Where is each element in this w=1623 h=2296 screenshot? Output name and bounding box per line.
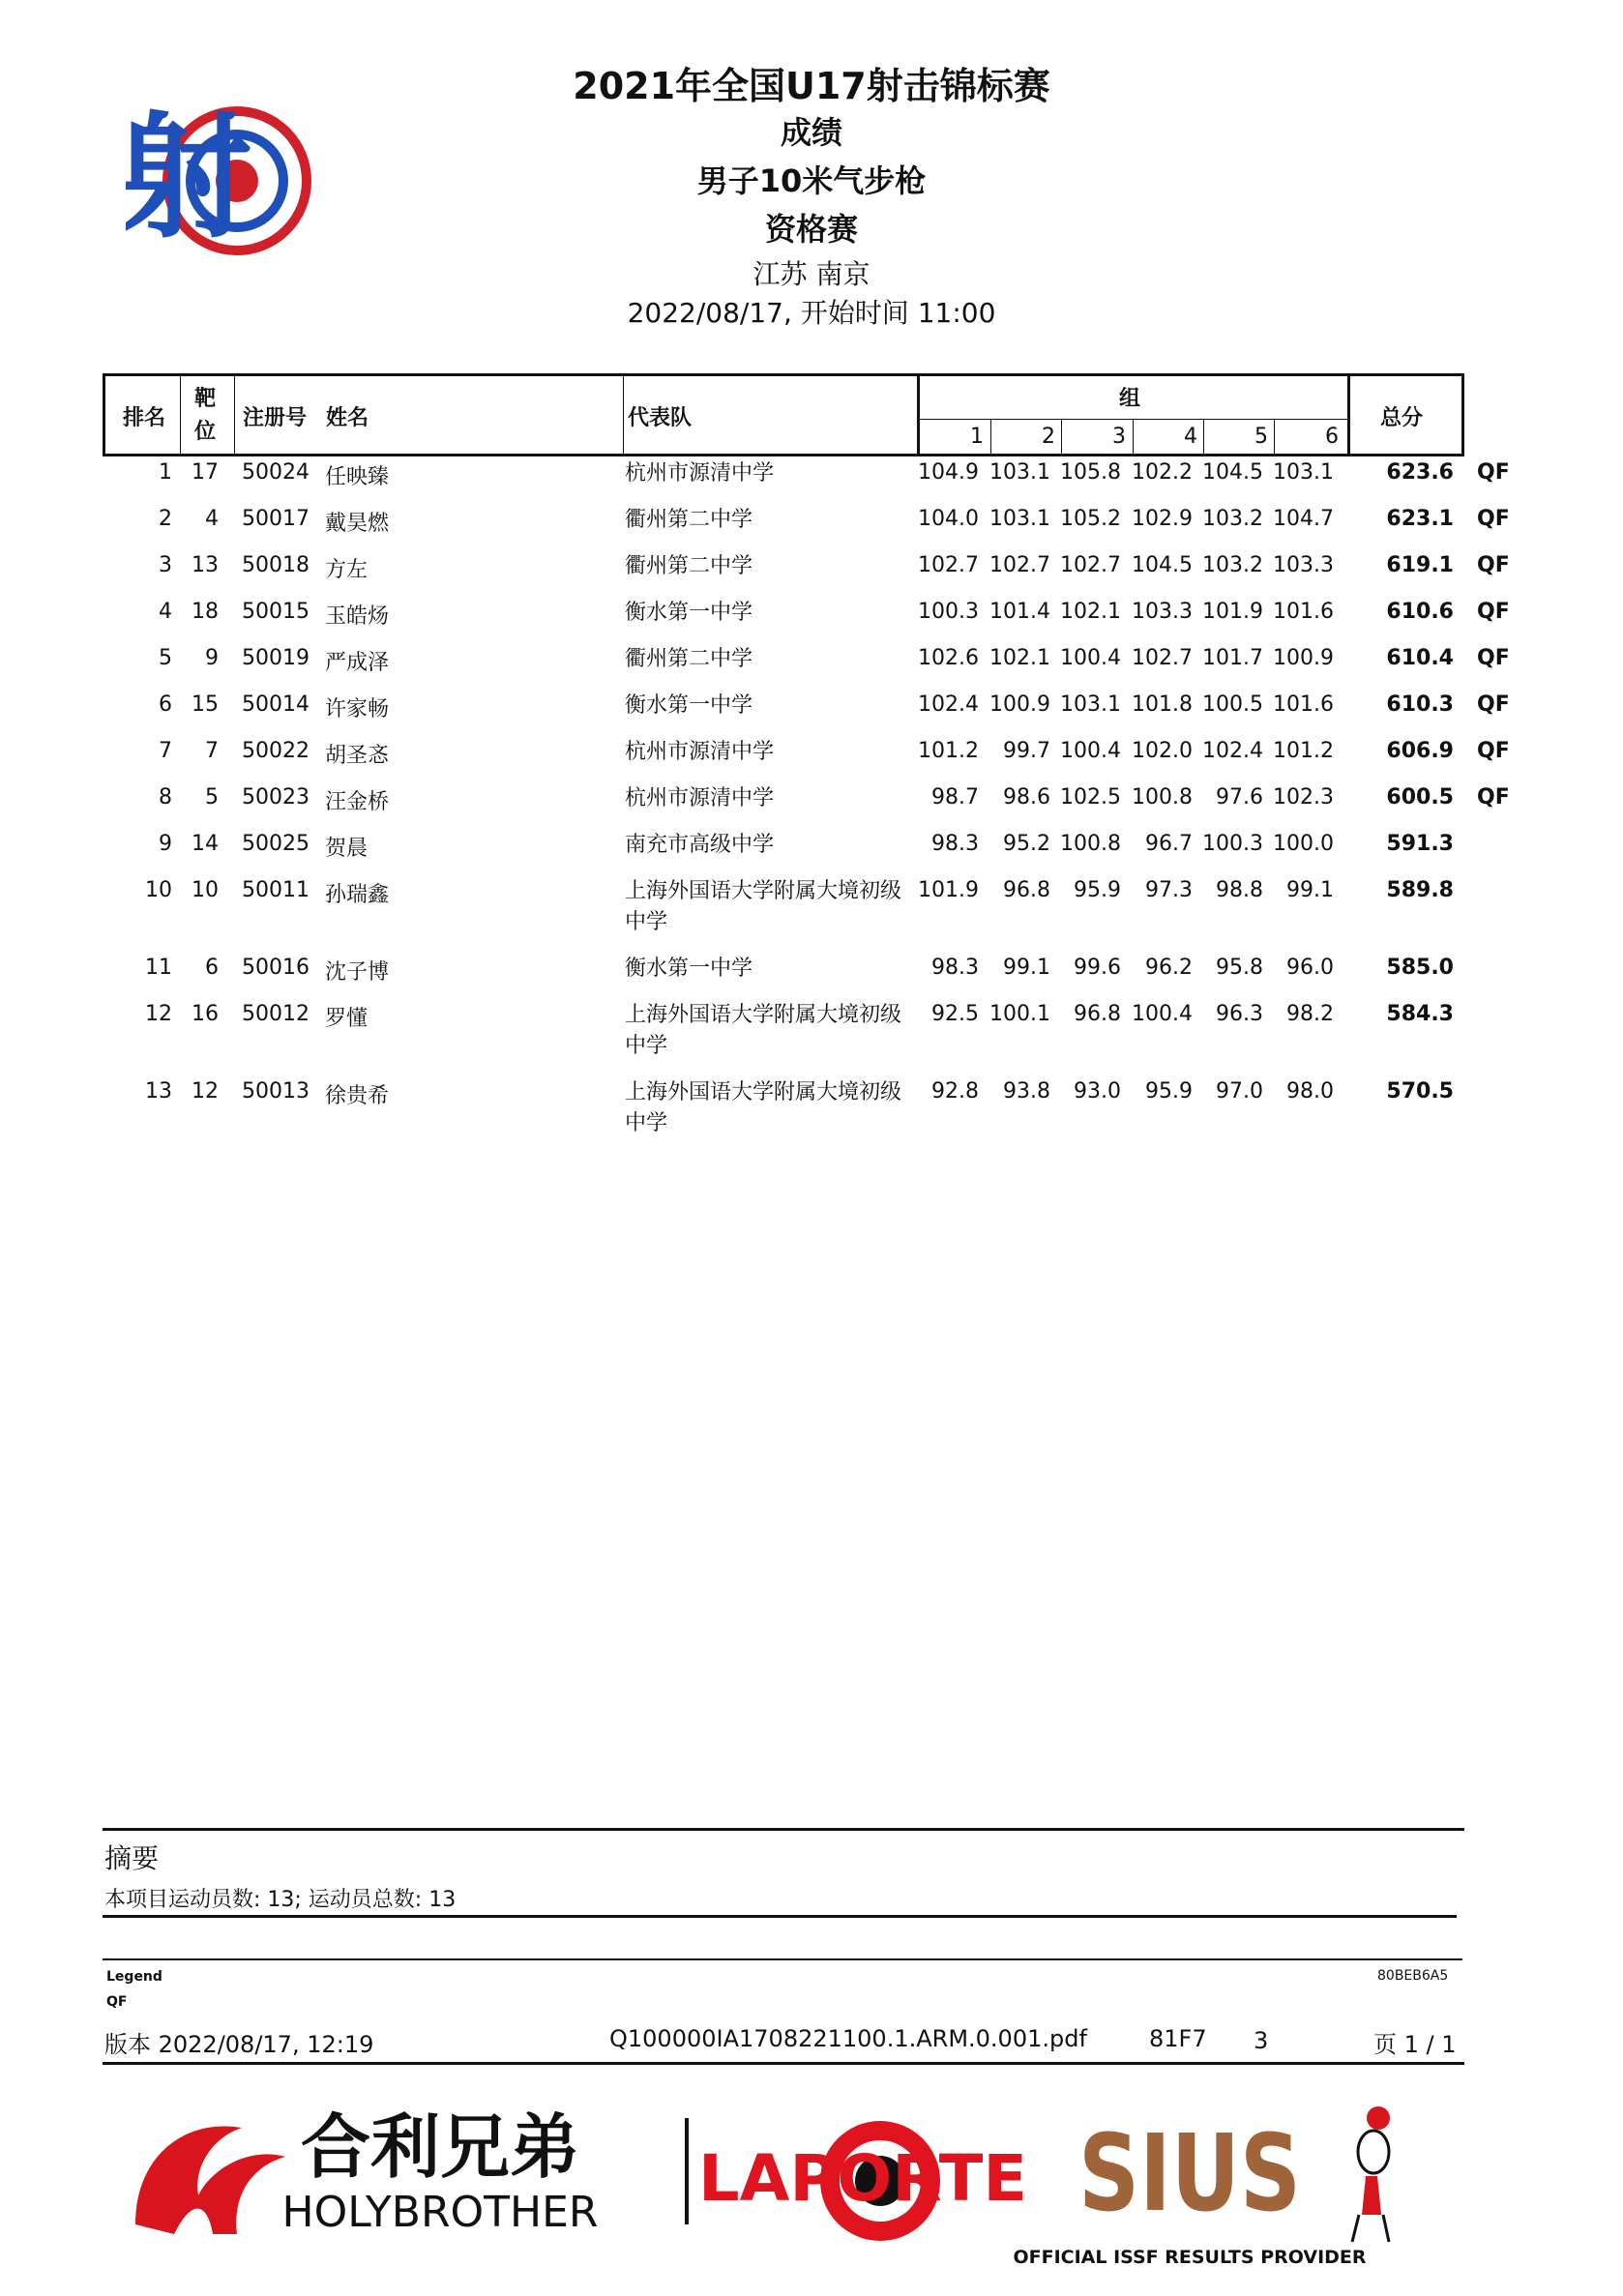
group-divider xyxy=(920,419,1347,420)
rank-cell: 8 xyxy=(159,785,172,809)
series-1-cell: 104.0 xyxy=(918,507,979,531)
team-cell: 杭州市源清中学 xyxy=(625,740,775,764)
holybrother-cn: 合利兄弟 xyxy=(300,2106,580,2188)
phase-name: 资格赛 xyxy=(764,211,858,248)
reg-cell: 50014 xyxy=(242,692,310,717)
lane-cell: 12 xyxy=(192,1079,219,1104)
series-3-cell: 100.4 xyxy=(1060,739,1121,763)
series-6-cell: 103.3 xyxy=(1273,553,1334,577)
name-cell: 严成泽 xyxy=(325,651,390,675)
series-2-cell: 99.7 xyxy=(1003,739,1050,763)
qf-badge: QF xyxy=(1477,553,1510,577)
series-3-cell: 105.8 xyxy=(1060,460,1121,485)
qf-badge: QF xyxy=(1477,692,1510,717)
rank-cell: 9 xyxy=(159,832,172,856)
series-6-cell: 101.6 xyxy=(1273,692,1334,717)
name-cell: 许家畅 xyxy=(325,697,390,721)
team-cell: 衢州第二中学 xyxy=(625,647,753,671)
qf-badge: QF xyxy=(1477,507,1510,531)
series-4-cell: 102.9 xyxy=(1132,507,1193,531)
divider xyxy=(623,376,624,454)
footer-rule xyxy=(103,2062,1464,2065)
reg-cell: 50016 xyxy=(242,956,310,980)
series-2-cell: 100.1 xyxy=(989,1002,1050,1026)
holybrother-logo xyxy=(135,2106,599,2237)
lane-cell: 10 xyxy=(192,878,219,902)
total-cell: 610.4 xyxy=(1386,646,1454,670)
series-header-5: 5 xyxy=(1254,425,1268,449)
lane-cell: 13 xyxy=(192,553,219,577)
series-2-cell: 93.8 xyxy=(1003,1079,1050,1104)
legend-top-rule xyxy=(103,1958,1462,1960)
page-number: 页 1 / 1 xyxy=(1373,2031,1457,2058)
series-4-cell: 96.2 xyxy=(1145,956,1193,980)
divider xyxy=(234,376,235,454)
lane-cell: 4 xyxy=(205,507,219,531)
qf-badge: QF xyxy=(1477,739,1510,763)
series-1-cell: 98.3 xyxy=(931,832,979,856)
team-cell: 南充市高级中学 xyxy=(625,833,775,857)
series-6-cell: 101.6 xyxy=(1273,600,1334,624)
team-cell: 衢州第二中学 xyxy=(625,554,753,578)
rank-cell: 5 xyxy=(159,646,172,670)
rank-cell: 1 xyxy=(159,460,172,485)
sius-text: SIUS xyxy=(1078,2111,1301,2235)
series-4-cell: 102.7 xyxy=(1132,646,1193,670)
series-4-cell: 103.3 xyxy=(1132,600,1193,624)
lane-cell: 7 xyxy=(205,739,219,763)
divider xyxy=(1203,419,1204,454)
series-2-cell: 96.8 xyxy=(1003,878,1050,902)
lane-header-top: 靶 xyxy=(194,387,217,411)
series-2-cell: 98.6 xyxy=(1003,785,1050,809)
rank-cell: 11 xyxy=(145,956,172,980)
divider xyxy=(990,419,991,454)
reg-cell: 50017 xyxy=(242,507,310,531)
reg-header: 注册号 xyxy=(243,406,308,430)
report-type: 成绩 xyxy=(780,114,842,151)
series-5-cell: 103.2 xyxy=(1202,553,1263,577)
series-5-cell: 102.4 xyxy=(1202,739,1263,763)
sius-tagline: OFFICIAL ISSF RESULTS PROVIDER xyxy=(1013,2247,1367,2268)
series-2-cell: 99.1 xyxy=(1003,956,1050,980)
series-5-cell: 97.0 xyxy=(1216,1079,1263,1104)
divider xyxy=(1061,419,1062,454)
name-cell: 方左 xyxy=(325,558,369,582)
footer-number: 3 xyxy=(1254,2027,1269,2054)
series-3-cell: 105.2 xyxy=(1060,507,1121,531)
qf-badge: QF xyxy=(1477,646,1510,670)
total-cell: 585.0 xyxy=(1386,956,1454,980)
location: 江苏 南京 xyxy=(752,258,871,290)
total-cell: 570.5 xyxy=(1386,1079,1454,1104)
series-6-cell: 101.2 xyxy=(1273,739,1334,763)
team-cell: 上海外国语大学附属大境初级中学 xyxy=(625,1080,902,1135)
sius-logo xyxy=(1013,2106,1390,2268)
rank-cell: 12 xyxy=(145,1002,172,1026)
series-5-cell: 100.5 xyxy=(1202,692,1263,717)
team-cell: 杭州市源清中学 xyxy=(625,461,775,486)
series-3-cell: 93.0 xyxy=(1074,1079,1121,1104)
divider xyxy=(1274,419,1275,454)
series-5-cell: 101.7 xyxy=(1202,646,1263,670)
series-3-cell: 99.6 xyxy=(1074,956,1121,980)
rank-cell: 13 xyxy=(145,1079,172,1104)
series-1-cell: 98.7 xyxy=(931,785,979,809)
summary-title: 摘要 xyxy=(104,1842,160,1874)
reg-cell: 50013 xyxy=(242,1079,310,1104)
series-4-cell: 100.4 xyxy=(1132,1002,1193,1026)
series-1-cell: 92.8 xyxy=(931,1079,979,1104)
date-time: 2022/08/17, 开始时间 11:00 xyxy=(627,297,996,329)
team-cell: 衡水第一中学 xyxy=(625,693,753,718)
total-cell: 623.6 xyxy=(1386,460,1454,485)
reg-cell: 50022 xyxy=(242,739,310,763)
laporte-logo xyxy=(698,2121,1027,2241)
total-cell: 584.3 xyxy=(1386,1002,1454,1026)
series-2-cell: 95.2 xyxy=(1003,832,1050,856)
series-1-cell: 92.5 xyxy=(931,1002,979,1026)
team-cell: 上海外国语大学附属大境初级中学 xyxy=(625,879,902,934)
series-1-cell: 101.9 xyxy=(918,878,979,902)
series-1-cell: 104.9 xyxy=(918,460,979,485)
divider xyxy=(1133,419,1134,454)
series-header-1: 1 xyxy=(970,425,984,449)
divider xyxy=(917,376,920,454)
divider xyxy=(180,376,181,454)
series-2-cell: 102.7 xyxy=(989,553,1050,577)
lane-cell: 14 xyxy=(192,832,219,856)
series-3-cell: 96.8 xyxy=(1074,1002,1121,1026)
series-4-cell: 96.7 xyxy=(1145,832,1193,856)
lane-cell: 17 xyxy=(192,460,219,485)
series-4-cell: 104.5 xyxy=(1132,553,1193,577)
summary-top-rule xyxy=(103,1828,1464,1831)
event-title: 2021年全国U17射击锦标赛 xyxy=(573,65,1050,107)
group-header: 组 xyxy=(1119,387,1141,411)
team-cell: 上海外国语大学附属大境初级中学 xyxy=(625,1003,902,1058)
rank-cell: 2 xyxy=(159,507,172,531)
series-header-2: 2 xyxy=(1042,425,1055,449)
reg-cell: 50011 xyxy=(242,878,310,902)
series-6-cell: 100.0 xyxy=(1273,832,1334,856)
holybrother-mark-icon xyxy=(135,2126,285,2234)
lane-cell: 15 xyxy=(192,692,219,717)
legend-item: QF xyxy=(106,1994,128,2010)
qf-badge: QF xyxy=(1477,460,1510,485)
total-cell: 589.8 xyxy=(1386,878,1454,902)
name-cell: 玉皓炀 xyxy=(325,604,390,629)
series-4-cell: 102.0 xyxy=(1132,739,1193,763)
series-4-cell: 102.2 xyxy=(1132,460,1193,485)
sponsor-divider xyxy=(685,2118,689,2224)
series-3-cell: 100.8 xyxy=(1060,832,1121,856)
total-header: 总分 xyxy=(1380,406,1424,430)
rank-cell: 6 xyxy=(159,692,172,717)
lane-cell: 5 xyxy=(205,785,219,809)
series-header-4: 4 xyxy=(1184,425,1197,449)
series-6-cell: 102.3 xyxy=(1273,785,1334,809)
rank-cell: 7 xyxy=(159,739,172,763)
series-4-cell: 95.9 xyxy=(1145,1079,1193,1104)
total-cell: 591.3 xyxy=(1386,832,1454,856)
series-1-cell: 100.3 xyxy=(918,600,979,624)
series-6-cell: 98.2 xyxy=(1286,1002,1334,1026)
team-cell: 衡水第一中学 xyxy=(625,601,753,625)
series-2-cell: 101.4 xyxy=(989,600,1050,624)
name-cell: 贺晨 xyxy=(325,837,369,861)
footer-code: 81F7 xyxy=(1149,2025,1207,2052)
total-cell: 623.1 xyxy=(1386,507,1454,531)
reg-cell: 50012 xyxy=(242,1002,310,1026)
team-header: 代表队 xyxy=(628,406,693,430)
rank-header: 排名 xyxy=(123,406,166,430)
series-5-cell: 96.3 xyxy=(1216,1002,1263,1026)
series-6-cell: 103.1 xyxy=(1273,460,1334,485)
series-6-cell: 99.1 xyxy=(1286,878,1334,902)
series-1-cell: 101.2 xyxy=(918,739,979,763)
series-3-cell: 100.4 xyxy=(1060,646,1121,670)
qf-badge: QF xyxy=(1477,785,1510,809)
lane-cell: 18 xyxy=(192,600,219,624)
total-cell: 619.1 xyxy=(1386,553,1454,577)
name-cell: 沈子博 xyxy=(325,960,390,985)
legend-code: 80BEB6A5 xyxy=(1377,1968,1449,1984)
name-cell: 汪金桥 xyxy=(325,790,390,814)
series-4-cell: 97.3 xyxy=(1145,878,1193,902)
reg-cell: 50023 xyxy=(242,785,310,809)
total-cell: 610.3 xyxy=(1386,692,1454,717)
series-2-cell: 100.9 xyxy=(989,692,1050,717)
holybrother-en: HOLYBROTHER xyxy=(281,2188,599,2237)
series-6-cell: 96.0 xyxy=(1286,956,1334,980)
team-cell: 杭州市源清中学 xyxy=(625,786,775,810)
logo-character: 射 xyxy=(126,100,252,257)
name-cell: 罗懂 xyxy=(325,1007,369,1031)
series-5-cell: 98.8 xyxy=(1216,878,1263,902)
sponsor-bar xyxy=(126,2079,1480,2273)
file-name: Q100000IA1708221100.1.ARM.0.001.pdf xyxy=(609,2025,1087,2052)
qf-badge: QF xyxy=(1477,600,1510,624)
name-cell: 徐贵希 xyxy=(325,1084,390,1108)
reg-cell: 50015 xyxy=(242,600,310,624)
reg-cell: 50024 xyxy=(242,460,310,485)
series-3-cell: 103.1 xyxy=(1060,692,1121,717)
total-cell: 600.5 xyxy=(1386,785,1454,809)
lane-cell: 9 xyxy=(205,646,219,670)
series-3-cell: 95.9 xyxy=(1074,878,1121,902)
series-2-cell: 103.1 xyxy=(989,460,1050,485)
total-cell: 610.6 xyxy=(1386,600,1454,624)
series-6-cell: 98.0 xyxy=(1286,1079,1334,1104)
series-header-3: 3 xyxy=(1112,425,1126,449)
name-header: 姓名 xyxy=(326,406,369,430)
event-name: 男子10米气步枪 xyxy=(696,162,927,199)
total-cell: 606.9 xyxy=(1386,739,1454,763)
rank-cell: 3 xyxy=(159,553,172,577)
series-1-cell: 102.4 xyxy=(918,692,979,717)
series-5-cell: 100.3 xyxy=(1202,832,1263,856)
series-1-cell: 102.7 xyxy=(918,553,979,577)
series-2-cell: 103.1 xyxy=(989,507,1050,531)
series-3-cell: 102.1 xyxy=(1060,600,1121,624)
summary-bottom-rule xyxy=(103,1915,1457,1918)
lane-header-bottom: 位 xyxy=(194,420,217,444)
series-5-cell: 95.8 xyxy=(1216,956,1263,980)
laporte-text: LAPORTE xyxy=(698,2141,1027,2216)
sius-mascot-icon xyxy=(1352,2106,1390,2242)
summary-text: 本项目运动员数: 13; 运动员总数: 13 xyxy=(104,1888,457,1912)
lane-cell: 6 xyxy=(205,956,219,980)
reg-cell: 50019 xyxy=(242,646,310,670)
name-cell: 戴昊燃 xyxy=(325,512,390,536)
series-1-cell: 98.3 xyxy=(931,956,979,980)
series-5-cell: 101.9 xyxy=(1202,600,1263,624)
name-cell: 任映臻 xyxy=(325,465,390,489)
legend-title: Legend xyxy=(106,1969,162,1985)
name-cell: 胡圣忞 xyxy=(325,744,390,768)
team-cell: 衢州第二中学 xyxy=(625,508,753,532)
series-3-cell: 102.5 xyxy=(1060,785,1121,809)
series-4-cell: 100.8 xyxy=(1132,785,1193,809)
series-6-cell: 100.9 xyxy=(1273,646,1334,670)
series-1-cell: 102.6 xyxy=(918,646,979,670)
results-table-header xyxy=(103,373,1464,456)
reg-cell: 50018 xyxy=(242,553,310,577)
team-cell: 衡水第一中学 xyxy=(625,957,753,981)
name-cell: 孙瑞鑫 xyxy=(325,883,390,907)
series-4-cell: 101.8 xyxy=(1132,692,1193,717)
series-5-cell: 97.6 xyxy=(1216,785,1263,809)
rank-cell: 4 xyxy=(159,600,172,624)
series-5-cell: 104.5 xyxy=(1202,460,1263,485)
series-3-cell: 102.7 xyxy=(1060,553,1121,577)
lane-cell: 16 xyxy=(192,1002,219,1026)
rank-cell: 10 xyxy=(145,878,172,902)
series-2-cell: 102.1 xyxy=(989,646,1050,670)
version-text: 版本 2022/08/17, 12:19 xyxy=(104,2031,374,2058)
series-5-cell: 103.2 xyxy=(1202,507,1263,531)
series-6-cell: 104.7 xyxy=(1273,507,1334,531)
series-header-6: 6 xyxy=(1325,425,1339,449)
reg-cell: 50025 xyxy=(242,832,310,856)
divider xyxy=(1347,376,1350,454)
